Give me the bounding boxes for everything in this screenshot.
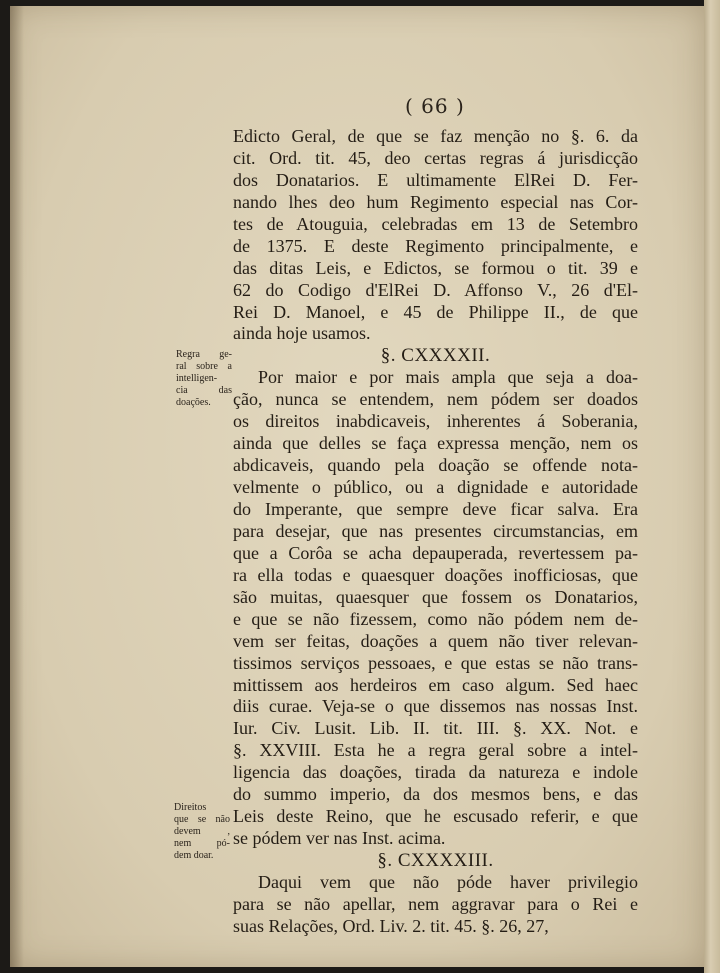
text-line: ção, nunca se entendem, nem pódem ser doados bbox=[233, 389, 638, 410]
text-line: se pódem ver nas Inst. acima. bbox=[233, 828, 446, 849]
text-line: os direitos inabdicaveis, inherentes á Soberania, bbox=[233, 411, 638, 432]
text-line: ainda que delles se faça expressa menção, nem os bbox=[233, 433, 638, 454]
margin-note-direitos bbox=[174, 802, 230, 862]
margin-note-line: nem pó- bbox=[174, 838, 230, 849]
text-line: das ditas Leis, e Edictos, se formou o tit. 39 e bbox=[233, 257, 638, 278]
paragraph-1 bbox=[233, 126, 638, 345]
margin-note-line: devem , bbox=[174, 826, 230, 837]
page-number: ( 66 ) bbox=[405, 94, 465, 118]
text-line: diis curae. Veja-se o que dissemos nas nossas Inst. bbox=[233, 696, 638, 717]
text-line: de 1375. E deste Regimento principalmente, e bbox=[233, 235, 638, 256]
text-line: vem ser feitas, doações a quem não tiver relevan- bbox=[233, 630, 638, 651]
text-line: são muitas, quaesquer que fossem os Donatarios, bbox=[233, 586, 638, 607]
margin-note-regra-geral bbox=[176, 349, 232, 409]
margin-note-line: Direitos bbox=[174, 802, 207, 813]
text-line: dos Donatarios. E ultimamente ElRei D. Fer- bbox=[233, 169, 638, 190]
margin-note-line: Regra ge- bbox=[176, 349, 232, 360]
text-line: velmente o público, ou a dignidade e autoridade bbox=[233, 477, 638, 498]
text-line: 62 do Codigo d'ElRei D. Affonso V., 26 d'El- bbox=[233, 279, 638, 300]
section-heading-cxxxxiii: §. CXXXXIII. bbox=[377, 850, 494, 871]
text-line: Daqui vem que não póde haver privilegio bbox=[258, 872, 638, 892]
text-line: Rei D. Manoel, e 45 de Philippe II., de que bbox=[233, 301, 638, 322]
text-line: e que se não fizessem, como não pódem nem de- bbox=[233, 608, 638, 629]
text-line: Por maior e por mais ampla que seja a doa- bbox=[258, 367, 638, 388]
margin-note-line: doações. bbox=[176, 397, 211, 408]
text-line: tes de Atouguia, celebradas em 13 de Setembro bbox=[233, 213, 638, 234]
text-line: para se não apellar, nem aggravar para o Rei e bbox=[233, 893, 638, 914]
margin-note-line: intelligen- bbox=[176, 373, 218, 384]
text-line: do summo imperio, da dos mesmos bens, e das bbox=[233, 784, 638, 805]
margin-note-line: dem doar. bbox=[174, 850, 214, 861]
next-page-edge bbox=[704, 0, 720, 973]
text-line: Edicto Geral, de que se faz menção no §. 6. da bbox=[233, 126, 638, 146]
text-line: abdicaveis, quando pela doação se offende nota- bbox=[233, 455, 638, 476]
text-line: suas Relações, Ord. Liv. 2. tit. 45. §. 26, 27, bbox=[233, 915, 549, 936]
text-line: §. XXVIII. Esta he a regra geral sobre a intel- bbox=[233, 740, 638, 761]
text-line: ra ella todas e quaesquer doações inofficiosas, que bbox=[233, 564, 638, 585]
body-text bbox=[233, 126, 638, 938]
margin-note-line: ral sobre a bbox=[176, 361, 232, 372]
text-line: ligencia das doações, tirada da natureza e indole bbox=[233, 762, 638, 783]
text-line: ainda hoje usamos. bbox=[233, 323, 371, 344]
text-line: Leis deste Reino, que he escusado referir, e que bbox=[233, 806, 638, 827]
text-line: Iur. Civ. Lusit. Lib. II. tit. III. §. XX. Not. e bbox=[233, 718, 638, 739]
section-heading-cxxxxii: §. CXXXXII. bbox=[380, 345, 491, 367]
text-line: tissimos serviços pessoaes, e que estas se não trans- bbox=[233, 652, 638, 673]
text-line: do Imperante, que sempre deve ficar salva. Era bbox=[233, 499, 638, 519]
text-line: cit. Ord. tit. 45, deo certas regras á jurisdicção bbox=[233, 147, 638, 168]
gutter-shadow bbox=[10, 6, 24, 967]
text-line: nando lhes deo hum Regimento especial nas Cor- bbox=[233, 191, 638, 212]
text-line: para desejar, que nas presentes circumstancias, em bbox=[233, 520, 638, 541]
paragraph-3 bbox=[233, 872, 638, 938]
paragraph-2 bbox=[233, 367, 638, 850]
margin-note-line: que se não bbox=[174, 814, 230, 825]
text-line: mittissem aos herdeiros em caso algum. Sed haec bbox=[233, 674, 638, 695]
text-line: que a Corôa se acha depauperada, revertessem pa- bbox=[233, 542, 638, 563]
margin-note-line: cia das bbox=[176, 385, 232, 396]
